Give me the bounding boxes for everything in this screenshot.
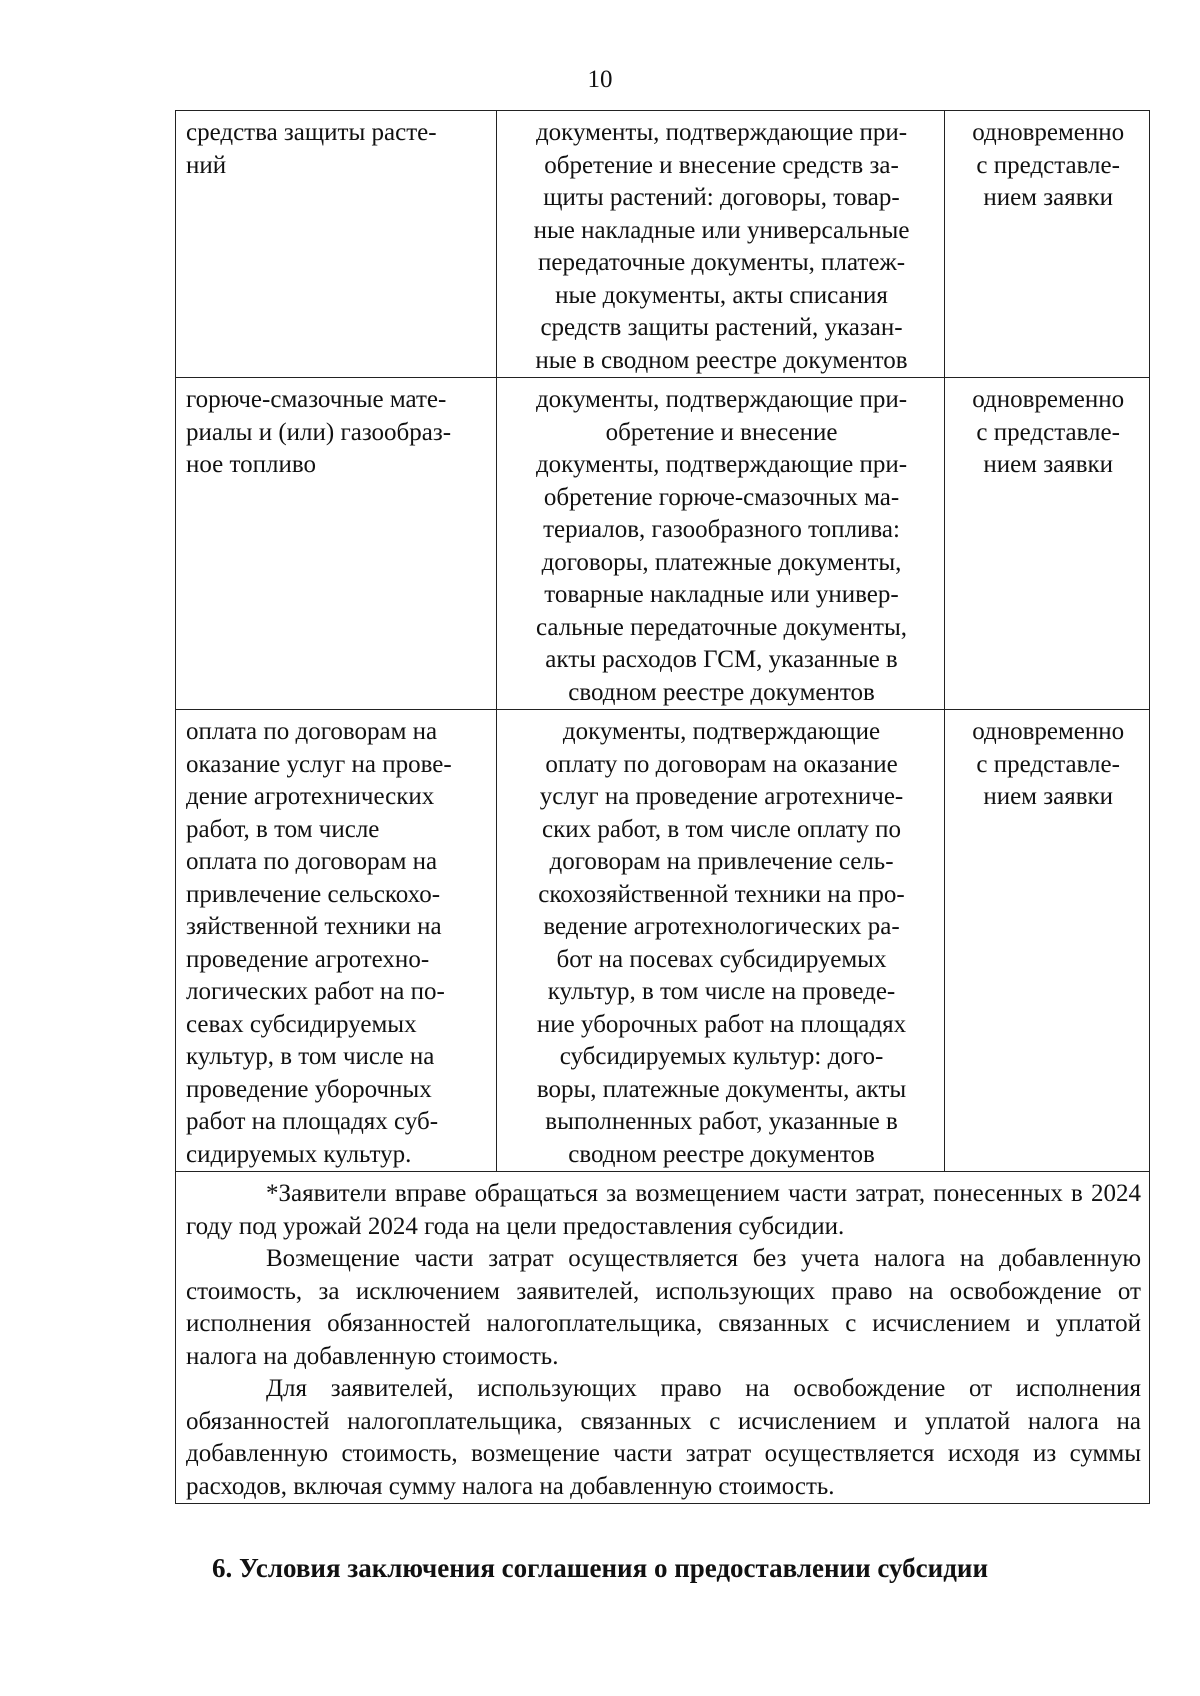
table-notes [176, 1172, 1150, 1504]
table-row [176, 710, 1150, 1172]
expense-item-cell: оплата по договорам на оказание услуг на прове- дение агротехнических работ, в том числе оплата по договорам на привлечение сельскохо- зяйственной техники на проведение агротехно- логических работ на по- севах субсидируемых культур, в том числе на проведение уборочных работ на площадях суб- сидируемых культур. [176, 710, 497, 1172]
table-notes-row [176, 1172, 1150, 1504]
note-paragraph: Для заявителей, использующих право на освобождение от исполнения обязанностей налогоплательщика, связанных с исчислением и уплатой налога на добавленную стоимость, возмещение части затрат осуществляется исходя из суммы расходов, включая сумму налога на добавленную стоимость. [186, 1375, 1141, 1500]
documents-cell: документы, подтверждающие при- обретение и внесение средств за- щиты растений: договоры, товар- ные накладные или универсальные передаточные документы, платеж- ные документы, акты списания средств защиты растений, указан- ные в сводном реестре документов [496, 111, 945, 378]
section-heading: 6. Условия заключения соглашения о предоставлении субсидии [211, 1553, 988, 1583]
documents-cell: документы, подтверждающие при- обретение и внесение документы, подтверждающие при- обретение горюче-смазочных ма- териалов, газообразного топлива: договоры, платежные документы, товарные накладные или универ- сальные передаточные документы, акты расходов ГСМ, указанные в сводном реестре документов [496, 378, 945, 710]
table-row [176, 111, 1150, 378]
table-row [176, 378, 1150, 710]
documents-cell: документы, подтверждающие оплату по договорам на оказание услуг на проведение агротехниче- ских работ, в том числе оплату по договорам на привлечение сель- скохозяйственной техники на про- ведение агротехнологических ра- бот на посевах субсидируемых культур, в том числе на проведе- ние уборочных работ на площадях субсидируемых культур: дого- воры, платежные документы, акты выполненных работ, указанные в сводном реестре документов [496, 710, 945, 1172]
deadline-cell: одновременно с представле- нием заявки [945, 710, 1150, 1172]
expense-item-cell: средства защиты расте- ний [176, 111, 497, 378]
deadline-cell: одновременно с представле- нием заявки [945, 378, 1150, 710]
deadline-cell: одновременно с представле- нием заявки [945, 111, 1150, 378]
footnote-paragraph: *Заявители вправе обращаться за возмещением части затрат, понесенных в 2024 году под урожай 2024 года на цели предоставления субсидии. [186, 1180, 1141, 1240]
expense-item-cell: горюче-смазочные мате- риалы и (или) газообраз- ное топливо [176, 378, 497, 710]
page-number: 10 [587, 66, 613, 93]
note-paragraph: Возмещение части затрат осуществляется без учета налога на добавленную стоимость, за исключением заявителей, использующих право на освобождение от исполнения обязанностей налогоплательщика, связанных с исчислением и уплатой налога на добавленную стоимость. [186, 1245, 1141, 1370]
documents-table [175, 110, 1150, 1504]
